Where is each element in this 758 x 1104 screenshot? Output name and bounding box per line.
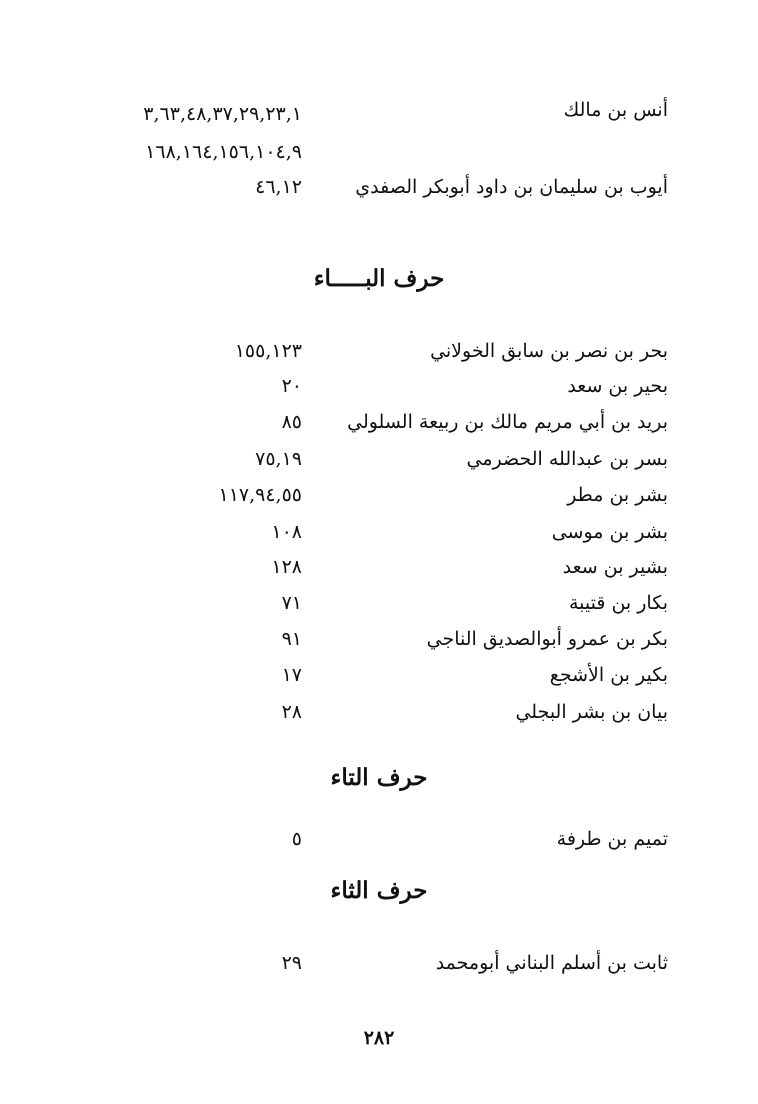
index-entry-name: بكار بن قتيبة <box>568 592 668 614</box>
index-entry-pages: ٧١ <box>281 592 302 614</box>
index-entry-pages: ١٧ <box>281 664 302 686</box>
index-entry-pages: ١١٧,٩٤,٥٥ <box>218 484 302 506</box>
index-entry-name: بكير بن الأشجع <box>549 664 668 686</box>
index-entry-name: أنس بن مالك <box>563 99 668 121</box>
index-entry-name: بيان بن بشر البجلي <box>515 701 668 723</box>
index-entry-pages: ١٢٨ <box>271 556 302 578</box>
index-entry-pages: ١٠٨ <box>271 521 302 543</box>
index-entry-name: بشير بن سعد <box>562 556 668 578</box>
section-heading-tha: حرف الثاء <box>330 877 428 904</box>
index-entry-pages: ٩١ <box>281 628 302 650</box>
index-entry-name: ثابت بن أسلم البناني أبومحمد <box>435 952 668 974</box>
index-entry-pages: ٢٩ <box>281 952 302 974</box>
index-entry-pages: ٢٠ <box>281 375 302 397</box>
index-entry-name: بشر بن مطر <box>567 484 668 506</box>
index-entry-name: بسر بن عبدالله الحضرمي <box>466 448 668 470</box>
index-entry-name: بكر بن عمرو أبوالصديق الناجي <box>426 628 668 650</box>
index-entry-pages: ٣,٦٣,٤٨,٣٧,٢٩,٢٣,١ <box>143 103 302 125</box>
index-entry-pages: ١٥٥,١٢٣ <box>234 340 302 362</box>
section-heading-ta: حرف التاء <box>330 764 428 791</box>
index-entry-name: بريد بن أبي مريم مالك بن ربيعة السلولي <box>347 411 668 433</box>
index-entry-pages: ١٦٨,١٦٤,١٥٦,١٠٤,٩ <box>145 141 302 163</box>
index-entry-pages: ٧٥,١٩ <box>255 448 302 470</box>
page-number: ٢٨٢ <box>363 1027 395 1049</box>
index-entry-pages: ٢٨ <box>281 701 302 723</box>
index-entry-name: بشر بن موسى <box>551 521 668 543</box>
index-entry-pages: ٨٥ <box>281 411 302 433</box>
index-entry-name: بحر بن نصر بن سابق الخولاني <box>430 340 668 362</box>
index-entry-pages: ٤٦,١٢ <box>255 176 302 198</box>
index-entry-name: أيوب بن سليمان بن داود أبوبكر الصفدي <box>355 176 668 198</box>
section-heading-ba: حرف البـــــاء <box>313 265 445 292</box>
index-entry-pages: ٥ <box>291 828 302 850</box>
index-entry-name: بحير بن سعد <box>567 375 668 397</box>
index-entry-name: تميم بن طرفة <box>556 828 668 850</box>
